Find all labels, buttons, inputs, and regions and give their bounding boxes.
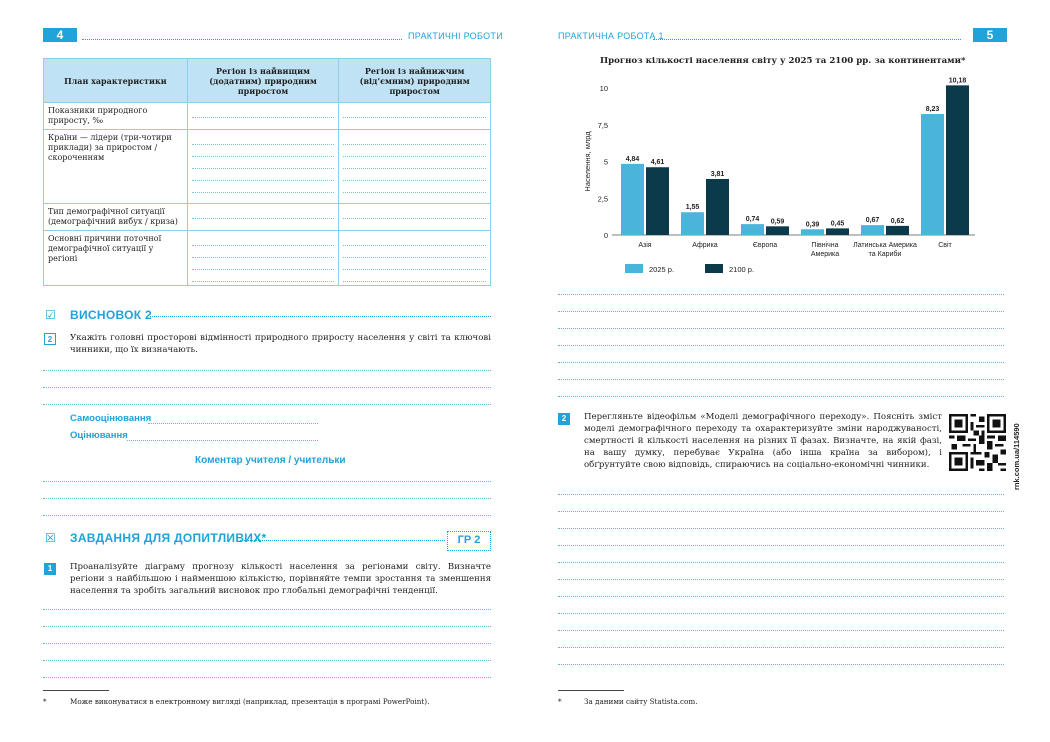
answer-line[interactable] (558, 562, 1004, 563)
data-label: 1,55 (685, 204, 700, 212)
answer-line[interactable] (43, 404, 491, 405)
data-label: 10,18 (948, 77, 967, 85)
data-label: 8,23 (925, 106, 940, 114)
conclusion-text: Укажіть головні просторові відмінності природного приросту населення у світі та ключові чинники, що їх визначають. (70, 333, 491, 355)
answer-line[interactable] (558, 528, 1004, 529)
answer-cell[interactable] (339, 204, 491, 231)
answer-line[interactable] (558, 647, 1004, 648)
footnote-text: За даними сайту Statista.com. (584, 697, 698, 706)
answer-line[interactable] (558, 311, 1004, 312)
answer-cell[interactable] (187, 103, 339, 130)
chart-bar (801, 229, 824, 235)
section-divider (240, 540, 445, 541)
x-tick-label: Латинська Америка (853, 242, 917, 249)
page-number: 4 (43, 28, 77, 42)
qr-code-icon[interactable] (949, 414, 1006, 471)
answer-line[interactable] (43, 660, 491, 661)
data-label: 0,45 (830, 220, 845, 228)
legend-swatch (625, 264, 643, 273)
header-divider (82, 39, 402, 40)
table-header: План характеристики (44, 59, 188, 103)
chart-bar (766, 226, 789, 235)
legend-label: 2100 р. (729, 265, 755, 274)
table-header: Регіон із найнижчим (від’ємним) природним приростом (339, 59, 491, 103)
answer-line[interactable] (43, 643, 491, 644)
task-number: 1 (44, 563, 56, 575)
self-assessment-label: Самооцінювання (70, 413, 152, 424)
x-tick-label: Європа (752, 242, 778, 249)
answer-line[interactable] (558, 294, 1004, 295)
legend-swatch (705, 264, 723, 273)
chart-bar (886, 226, 909, 235)
header-divider (653, 39, 961, 40)
legend-label: 2025 р. (649, 265, 675, 274)
x-tick-label: Африка (692, 242, 718, 249)
chart-bar (621, 164, 644, 235)
x-tick-label: Світ (938, 242, 952, 249)
data-label: 0,62 (890, 217, 905, 225)
footnote-text: Може виконуватися в електронному вигляді (наприклад, презентація в програмі PowerPoint). (70, 697, 430, 706)
answer-cell[interactable] (339, 231, 491, 286)
table-row-label: Країни — лідери (три-чотири приклади) за приростом / скороченням (44, 130, 188, 204)
answer-cell[interactable] (187, 130, 339, 204)
answer-cell[interactable] (339, 103, 491, 130)
y-tick-label: 0 (603, 231, 608, 240)
answer-line[interactable] (558, 511, 1004, 512)
footnote-mark: * (43, 697, 47, 706)
table-row-label: Тип демографічної ситуації (демографічний вибух / криза) (44, 204, 188, 231)
curious-text: Проаналізуйте діаграму прогнозу кількості населення за регіонами світу. Визначте регіони з найбільшою і найменшою кількістю, порівняйте темпи зростання та зменшення населення та зробіть загальний висновок про глобальні демографічні тенденції. (70, 562, 491, 596)
answer-cell[interactable] (339, 130, 491, 204)
answer-line[interactable] (558, 345, 1004, 346)
checkbox-checked-icon: ☑ (45, 308, 56, 322)
table-header: Регіон із найвищим (додатним) природним приростом (187, 59, 339, 103)
checkbox-crossed-icon: ☒ (45, 531, 56, 545)
y-tick-label: 5 (603, 157, 608, 167)
y-axis-label: Населення, млрд (583, 131, 592, 192)
footnote-mark: * (558, 697, 562, 706)
chart-bar (826, 228, 849, 235)
plan-table (43, 58, 491, 286)
chart-bar (706, 179, 729, 235)
answer-cell[interactable] (187, 231, 339, 286)
x-tick-label: Північна (811, 242, 839, 249)
task-number: 2 (558, 413, 570, 425)
answer-line[interactable] (558, 664, 1004, 665)
table-row-label: Показники природного приросту, ‰ (44, 103, 188, 130)
answer-line[interactable] (558, 379, 1004, 380)
data-label: 3,81 (710, 170, 725, 178)
chart-bar (646, 167, 669, 235)
data-label: 0,74 (745, 216, 760, 224)
assessment-field[interactable] (127, 440, 318, 441)
header-title: ПРАКТИЧНА РОБОТА 1 (558, 31, 664, 41)
footnote-rule (43, 690, 109, 691)
x-tick-label: та Кариби (868, 251, 902, 258)
task-text: Перегляньте відеофільм «Моделі демографічного переходу». Поясніть зміст моделі демографічного переходу та охарактеризуйте зміни народжуваності, смертності й кількості населення на різних її фазах. Визначте, на якій фазі, на вашу думку, перебуває Україна (або інша країна за вибором), і обґрунтуйте свою відповідь, спираючись на соціально-економічні чинники. (584, 412, 942, 470)
chart-bar (946, 85, 969, 235)
answer-line[interactable] (558, 596, 1004, 597)
chart-bar (741, 224, 764, 235)
assessment-label: Оцінювання (70, 430, 128, 441)
y-tick-label: 10 (599, 84, 608, 93)
answer-line[interactable] (43, 626, 491, 627)
answer-line[interactable] (558, 545, 1004, 546)
x-tick-label: Америка (810, 251, 840, 258)
footnote-rule (558, 690, 624, 691)
curious-title: ЗАВДАННЯ ДЛЯ ДОПИТЛИВИХ* (70, 531, 267, 545)
teacher-comment-label: Коментар учителя / учительки (195, 455, 346, 466)
answer-line[interactable] (558, 630, 1004, 631)
answer-line[interactable] (43, 609, 491, 610)
data-label: 0,39 (805, 221, 820, 229)
answer-cell[interactable] (187, 204, 339, 231)
population-chart (560, 65, 1000, 280)
chart-bar (681, 212, 704, 235)
comment-line[interactable] (43, 481, 491, 482)
data-label: 4,84 (625, 155, 640, 163)
chart-bar (921, 114, 944, 235)
answer-line[interactable] (558, 613, 1004, 614)
conclusion-title: ВИСНОВОК 2 (70, 308, 152, 322)
y-tick-label: 2,5 (597, 194, 608, 204)
answer-line[interactable] (43, 677, 491, 678)
answer-line[interactable] (43, 387, 491, 388)
data-label: 0,59 (770, 218, 785, 226)
chart-title: Прогноз кількості населення світу у 2025 та 2100 рр. за континентами* (600, 56, 966, 66)
section-divider (150, 316, 491, 317)
chart-bar (861, 225, 884, 235)
answer-line[interactable] (558, 579, 1004, 580)
data-label: 0,67 (865, 217, 880, 225)
comment-line[interactable] (43, 498, 491, 499)
task-number: 2 (44, 333, 56, 345)
header-title: ПРАКТИЧНІ РОБОТИ (408, 31, 503, 41)
answer-line[interactable] (558, 328, 1004, 329)
answer-line[interactable] (558, 396, 1004, 397)
data-label: 4,61 (650, 159, 665, 167)
x-tick-label: Азія (638, 242, 652, 249)
y-tick-label: 7,5 (597, 120, 608, 130)
answer-line[interactable] (558, 362, 1004, 363)
page-number: 5 (973, 28, 1007, 42)
table-row-label: Основні причини поточної демографічної ситуації у регіоні (44, 231, 188, 286)
answer-line[interactable] (43, 370, 491, 371)
group-badge: ГР 2 (447, 531, 491, 551)
video-link[interactable]: rnk.com.ua/114590 (1012, 423, 1021, 490)
self-assessment-field[interactable] (148, 423, 318, 424)
comment-line[interactable] (43, 515, 491, 516)
answer-line[interactable] (558, 494, 1004, 495)
